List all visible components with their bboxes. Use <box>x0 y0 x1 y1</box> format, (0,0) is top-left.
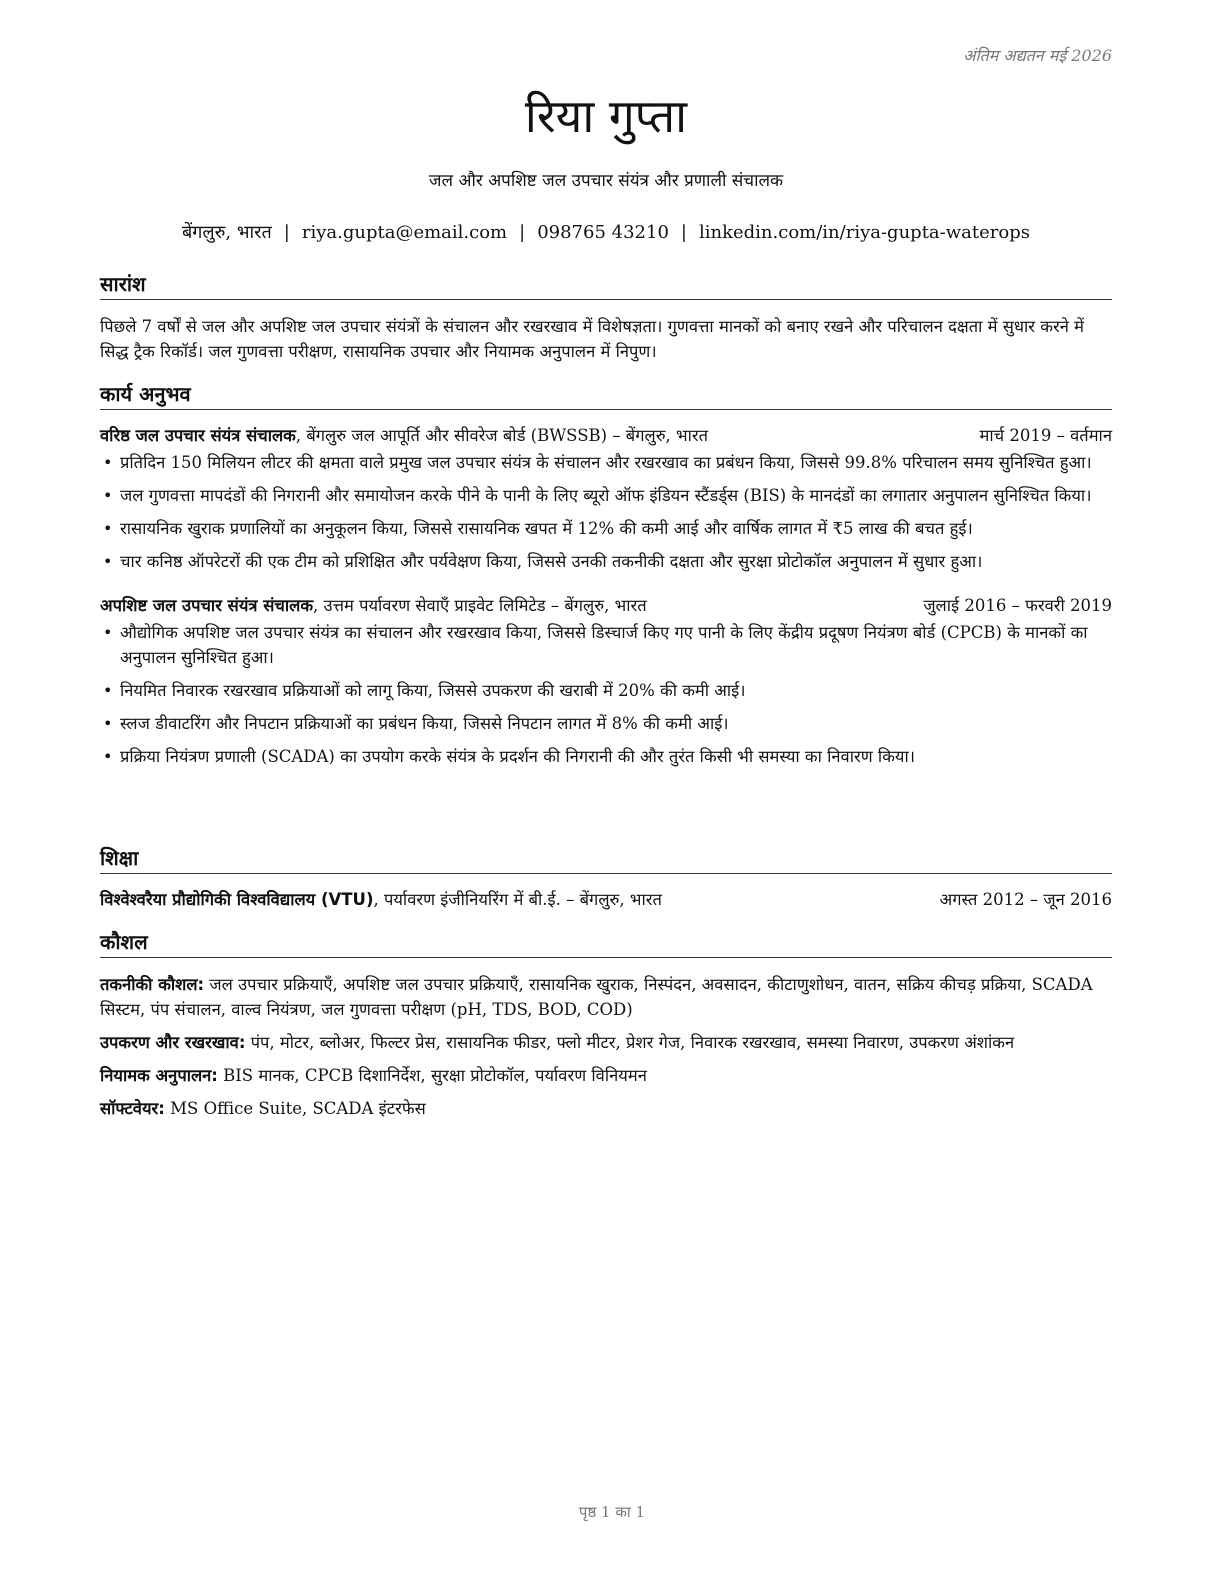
job-bullets <box>100 450 1112 574</box>
bullet-text: प्रक्रिया नियंत्रण प्रणाली (SCADA) का उपयोग करके संयंत्र के प्रदर्शन की निगरानी की और तुरंत किसी भी समस्या का निवारण किया। <box>120 747 915 766</box>
job-org: , बेंगलुरु जल आपूर्ति और सीवरेज बोर्ड (BWSSB) – बेंगलुरु, भारत <box>295 426 709 445</box>
list-item <box>100 549 1112 574</box>
experience-section <box>100 380 1112 777</box>
job-org: , उत्तम पर्यावरण सेवाएँ प्राइवेट लिमिटेड – बेंगलुरु, भारत <box>313 596 647 615</box>
skill-text: पंप, मोटर, ब्लोअर, फिल्टर प्रेस, रासायनिक फीडर, फ्लो मीटर, प्रेशर गेज, निवारक रखरखाव, समस्या निवारण, उपकरण अंशांकन <box>245 1033 1015 1052</box>
bullet-text: जल गुणवत्ता मापदंडों की निगरानी और समायोजन करके पीने के पानी के लिए ब्यूरो ऑफ इंडियन स्टैंडर्ड्स (BIS) के मानदंडों का लगातार अनुपालन सुनिश्चित किया। <box>120 486 1092 505</box>
bullet-icon: • <box>103 486 113 505</box>
job-heading <box>100 594 647 618</box>
bullet-icon: • <box>103 519 113 538</box>
job-dates: जुलाई 2016 – फरवरी 2019 <box>923 596 1112 615</box>
bullet-text: रासायनिक खुराक प्रणालियों का अनुकूलन किया, जिससे रासायनिक खपत में 12% की कमी आई और वार्षिक लागत में ₹5 लाख की बचत हुई। <box>120 519 973 538</box>
job-dates: मार्च 2019 – वर्तमान <box>979 426 1112 445</box>
bullet-icon: • <box>103 747 113 766</box>
job-header <box>100 594 1112 618</box>
summary-section <box>100 270 1112 364</box>
separator: | <box>283 222 290 243</box>
skill-label: उपकरण और रखरखाव: <box>100 1033 246 1052</box>
separator: | <box>680 222 687 243</box>
contact-line <box>100 220 1112 244</box>
list-item <box>100 711 1112 736</box>
bullet-text: औद्योगिक अपशिष्ट जल उपचार संयंत्र का संचालन और रखरखाव किया, जिससे डिस्चार्ज किए गए पानी के लिए केंद्रीय प्रदूषण नियंत्रण बोर्ड (CPCB) के मानकों का अनुपालन सुनिश्चित हुआ। <box>120 623 1088 667</box>
list-item <box>100 516 1112 541</box>
skill-label: सॉफ्टवेयर: <box>100 1099 165 1118</box>
email-link[interactable]: riya.gupta@email.com <box>301 222 508 243</box>
job-entry <box>100 594 1112 769</box>
bullet-icon: • <box>103 453 113 472</box>
separator: | <box>519 222 526 243</box>
skill-text: जल उपचार प्रक्रियाएँ, अपशिष्ट जल उपचार प्रक्रियाएँ, रासायनिक खुराक, निस्पंदन, अवसादन, कीटाणुशोधन, वातन, सक्रिय कीचड़ प्रक्रिया, SCADA सिस्टम, पंप संचालन, वाल्व नियंत्रण, जल गुणवत्ता परीक्षण (pH, TDS, BOD, COD) <box>100 975 1093 1019</box>
job-heading <box>100 424 708 448</box>
candidate-name: रिया गुप्ता <box>524 89 688 143</box>
skills-list <box>100 972 1112 1121</box>
linkedin-link[interactable]: linkedin.com/in/riya-gupta-waterops <box>698 222 1030 243</box>
skills-section <box>100 928 1112 1129</box>
list-item <box>100 744 1112 769</box>
last-updated: अंतिम अद्यतन मई 2026 <box>963 46 1112 65</box>
resume-page <box>100 0 1112 1584</box>
bullet-icon: • <box>103 681 113 700</box>
skill-text: MS Office Suite, SCADA इंटरफेस <box>164 1099 426 1118</box>
list-item <box>100 483 1112 508</box>
section-title-summary: सारांश <box>100 270 1112 300</box>
section-title-education: शिक्षा <box>100 844 1112 874</box>
skill-group <box>100 1096 1112 1121</box>
skill-label: नियामक अनुपालन: <box>100 1066 218 1085</box>
job-header <box>100 424 1112 448</box>
headline: जल और अपशिष्ट जल उपचार संयंत्र और प्रणाली संचालक <box>428 171 784 191</box>
skill-text: BIS मानक, CPCB दिशानिर्देश, सुरक्षा प्रोटोकॉल, पर्यावरण विनियमन <box>217 1066 647 1085</box>
degree-details: , पर्यावरण इंजीनियरिंग में बी.ई. – बेंगलुरु, भारत <box>373 890 662 909</box>
list-item <box>100 678 1112 703</box>
job-title: अपशिष्ट जल उपचार संयंत्र संचालक <box>100 596 314 615</box>
bullet-icon: • <box>103 623 113 642</box>
institution: विश्वेश्वरैया प्रौद्योगिकी विश्वविद्यालय (VTU) <box>100 890 374 909</box>
education-entry <box>100 888 1112 912</box>
bullet-text: नियमित निवारक रखरखाव प्रक्रियाओं को लागू किया, जिससे उपकरण की खराबी में 20% की कमी आई। <box>120 681 746 700</box>
bullet-text: चार कनिष्ठ ऑपरेटरों की एक टीम को प्रशिक्षित और पर्यवेक्षण किया, जिससे उनकी तकनीकी दक्षता और सुरक्षा प्रोटोकॉल अनुपालन में सुधार हुआ। <box>120 552 983 571</box>
skill-group <box>100 972 1112 1022</box>
list-item <box>100 620 1112 670</box>
skill-group <box>100 1030 1112 1055</box>
bullet-icon: • <box>103 714 113 733</box>
job-title: वरिष्ठ जल उपचार संयंत्र संचालक <box>100 426 296 445</box>
bullet-icon: • <box>103 552 113 571</box>
summary-text: पिछले 7 वर्षों से जल और अपशिष्ट जल उपचार संयंत्रों के संचालन और रखरखाव में विशेषज्ञता। गुणवत्ता मानकों को बनाए रखने और परिचालन दक्षता में सुधार करने में सिद्ध ट्रैक रिकॉर्ड। जल गुणवत्ता परीक्षण, रासायनिक उपचार और नियामक अनुपालन में निपुण। <box>100 317 1084 361</box>
education-heading <box>100 888 662 912</box>
education-dates: अगस्त 2012 – जून 2016 <box>939 890 1112 909</box>
job-bullets <box>100 620 1112 769</box>
phone: 098765 43210 <box>537 222 669 243</box>
list-item <box>100 450 1112 475</box>
bullet-text: स्लज डीवाटरिंग और निपटान प्रक्रियाओं का प्रबंधन किया, जिससे निपटान लागत में 8% की कमी आई। <box>120 714 729 733</box>
education-section <box>100 844 1112 912</box>
skill-group <box>100 1063 1112 1088</box>
bullet-text: प्रतिदिन 150 मिलियन लीटर की क्षमता वाले प्रमुख जल उपचार संयंत्र के संचालन और रखरखाव का प्रबंधन किया, जिससे 99.8% परिचालन समय सुनिश्चित हुआ। <box>120 453 1092 472</box>
location: बेंगलुरु, भारत <box>182 222 272 243</box>
page-number: पृष्ठ 1 का 1 <box>578 1503 646 1521</box>
job-entry <box>100 424 1112 574</box>
skill-label: तकनीकी कौशल: <box>100 975 205 994</box>
section-title-skills: कौशल <box>100 928 1112 958</box>
section-title-experience: कार्य अनुभव <box>100 380 1112 410</box>
